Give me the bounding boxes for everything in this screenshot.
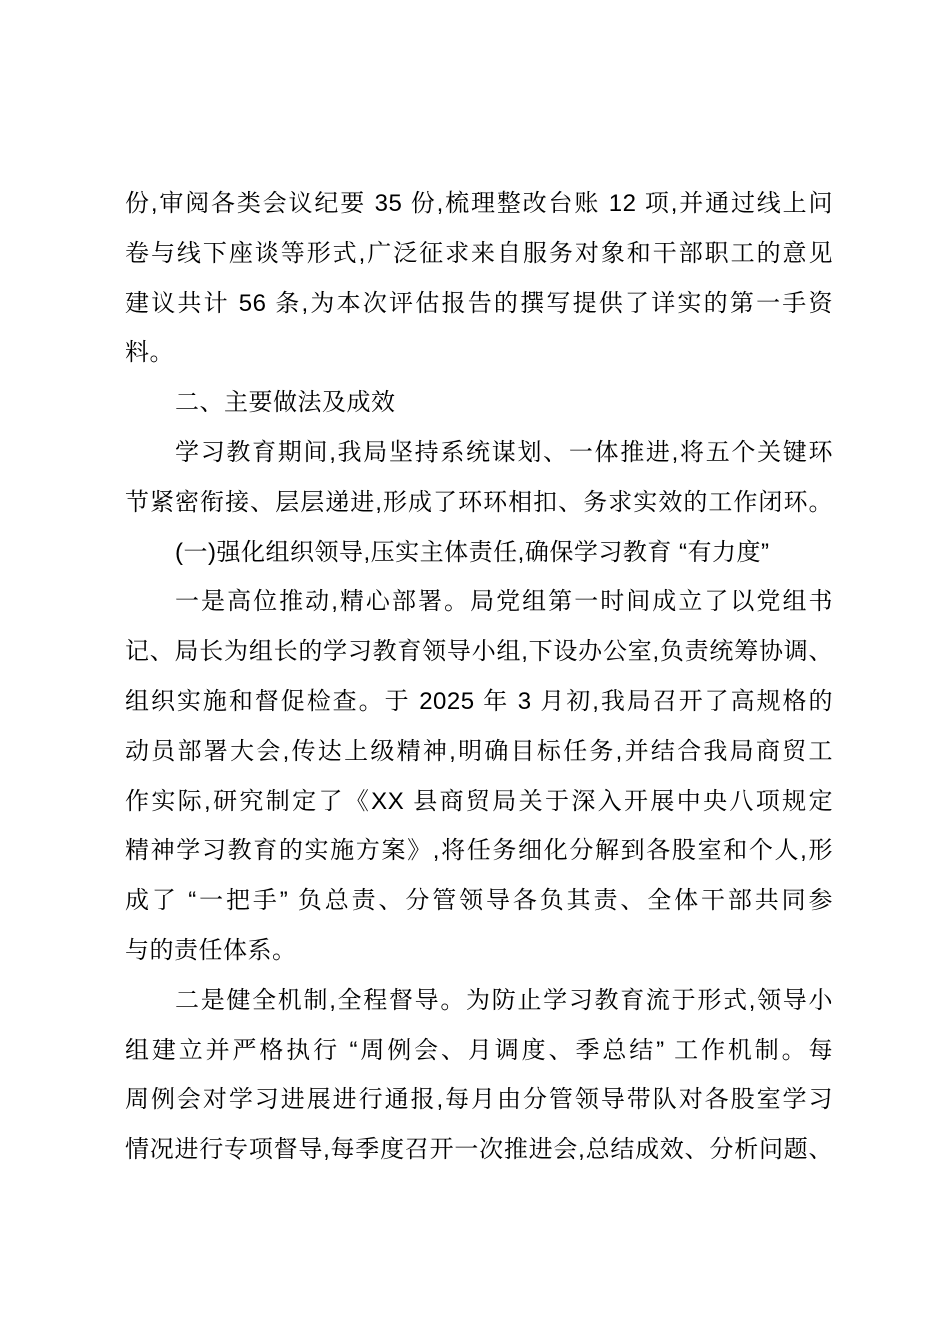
text-line: 精神学习教育的实施方案》,将任务细化分解到各股室和个人,形	[125, 837, 833, 865]
text-line: 记、局长为组长的学习教育领导小组,下设办公室,负责统筹协调、	[125, 638, 833, 666]
text-line: 节紧密衔接、层层递进,形成了环环相扣、务求实效的工作闭环。	[125, 488, 833, 516]
text-line: 作实际,研究制定了《XX 县商贸局关于深入开展中央八项规定	[125, 787, 833, 815]
text-line: 份,审阅各类会议纪要 35 份,梳理整改台账 12 项,并通过线上问	[125, 190, 833, 217]
text-line: 组建立并严格执行 “周例会、月调度、季总结” 工作机制。每	[125, 1036, 833, 1064]
text-line: 动员部署大会,传达上级精神,明确目标任务,并结合我局商贸工	[125, 737, 833, 765]
text-line: 一是高位推动,精心部署。局党组第一时间成立了以党组书	[175, 588, 833, 616]
text-line: 建议共计 56 条,为本次评估报告的撰写提供了详实的第一手资	[125, 289, 833, 317]
text-line: 成了 “一把手” 负总责、分管领导各负其责、全体干部共同参	[125, 887, 833, 915]
text-line: 与的责任体系。	[125, 936, 297, 964]
text-line: 情况进行专项督导,每季度召开一次推进会,总结成效、分析问题、	[125, 1136, 833, 1164]
text-line: 组织实施和督促检查。于 2025 年 3 月初,我局召开了高规格的	[125, 687, 833, 715]
text-line: 二是健全机制,全程督导。为防止学习教育流于形式,领导小	[175, 986, 833, 1014]
text-line: 周例会对学习进展进行通报,每月由分管领导带队对各股室学习	[125, 1086, 833, 1114]
text-line: 卷与线下座谈等形式,广泛征求来自服务对象和干部职工的意见	[125, 239, 833, 267]
text-line: 料。	[125, 339, 174, 367]
text-block	[125, 179, 833, 1175]
subsection-heading: (一)强化组织领导,压实主体责任,确保学习教育 “有力度”	[175, 538, 770, 566]
section-heading: 二、主要做法及成效	[175, 389, 396, 417]
text-line: 学习教育期间,我局坚持系统谋划、一体推进,将五个关键环	[175, 438, 833, 466]
